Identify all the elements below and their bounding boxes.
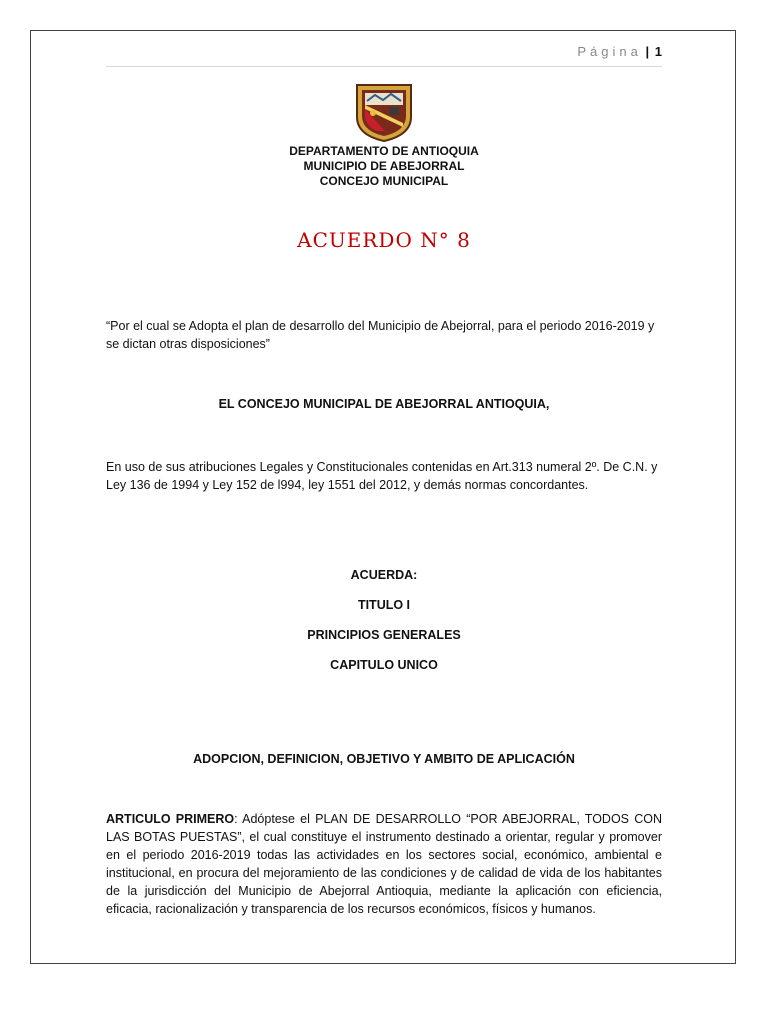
org-municipality: MUNICIPIO DE ABEJORRAL [303,159,465,173]
municipal-coat-of-arms-icon [355,83,413,143]
org-council: CONCEJO MUNICIPAL [319,174,449,188]
legal-basis-paragraph: En uso de sus atribuciones Legales y Constitucionales contenidas en Art.313 numeral 2º. De C.N. y Ley 136 de 1994 y Ley 152 de l994, ley 1551 del 2012, y demás normas concordantes. [106,460,658,492]
page-separator: | [645,44,650,59]
article-first-paragraph [106,810,662,918]
article-text: : Adóptese el PLAN DE DESARROLLO “POR ABEJORRAL, TODOS CON LAS BOTAS PUESTAS”, el cual constituye el instrumento destinado a orientar, regular y promover en el periodo 2016-2019 todas las actividades en los sectores social, económico, ambiental e institucional, en procura del mejoramiento de las condiciones y de calidad de vida de los habitantes de la jurisdicción del Municipio de Abejorral Antioquia, mediante la aplicación con eficiencia, eficacia, racionalización y transparencia de los recursos económicos, físicos y humanos. [106,812,663,916]
heading-titulo: TITULO I [357,598,411,612]
document-title: ACUERDO N° 8 [297,228,471,252]
organization-block [106,144,662,189]
page-number: 1 [654,44,662,59]
page-header [106,44,662,59]
heading-acuerda: ACUERDA: [350,568,418,582]
agreement-purpose: “Por el cual se Adopta el plan de desarrollo del Municipio de Abejorral, para el periodo 2016-2019 y se dictan otras disposiciones” [106,319,655,351]
page-label: Página [577,44,642,59]
article-label: ARTICULO PRIMERO [106,812,235,826]
header-rule [106,66,662,67]
heading-capitulo: CAPITULO UNICO [330,658,438,672]
org-department: DEPARTAMENTO DE ANTIOQUIA [289,144,479,158]
heading-principios: PRINCIPIOS GENERALES [307,628,461,642]
heading-adopcion: ADOPCION, DEFINICION, OBJETIVO Y AMBITO DE APLICACIÓN [193,752,575,766]
council-heading: EL CONCEJO MUNICIPAL DE ABEJORRAL ANTIOQUIA, [218,397,550,411]
